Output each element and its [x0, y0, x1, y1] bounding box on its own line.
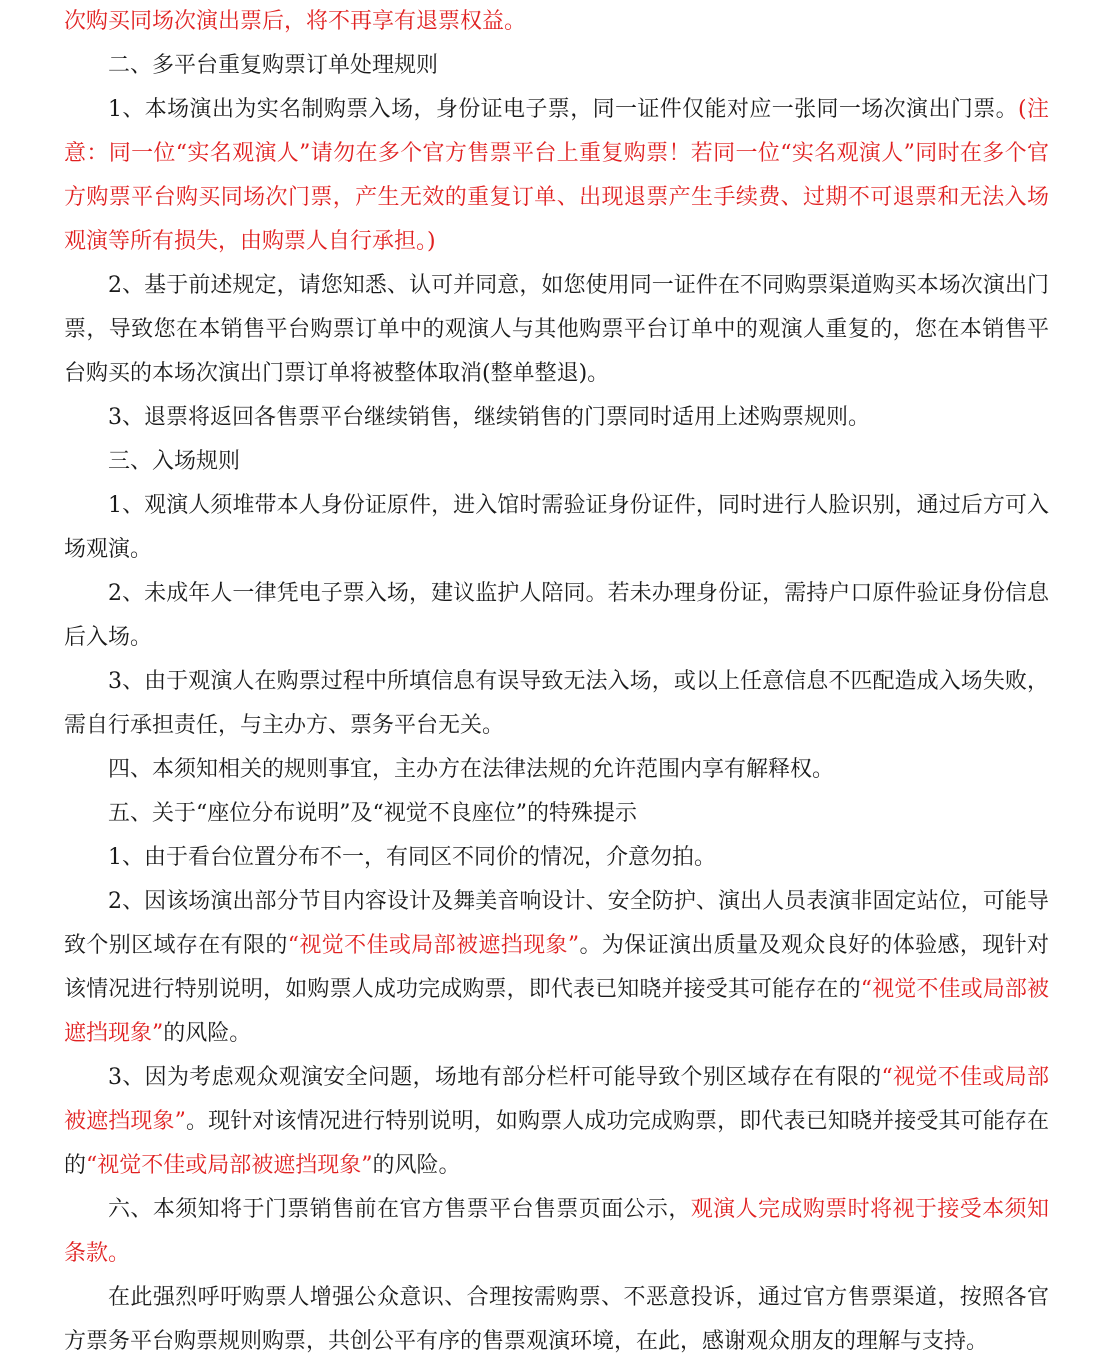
text-run: 在此强烈呼吁购票人增强公众意识、合理按需购票、不恶意投诉，通过官方售票渠道，按照各官方票务平台购票规则购票，共创公平有序的售票观演环境，在此，感谢观众朋友的理解与支持。 — [64, 1285, 1049, 1354]
text-run: 2、基于前述规定，请您知悉、认可并同意，如您使用同一证件在不同购票渠道购买本场次演出门票，导致您在本销售平台购票订单中的观演人与其他购票平台订单中的观演人重复的，您在本销售平台购买的本场次演出门票订单将被整体取消(整单整退)。 — [64, 273, 1049, 386]
text-run: 。为保证演出质量及观众良好的体验感，现针对该情况进行特别说明，如购票人成功完成购票，即代表已知晓并接受其可能存在的 — [64, 933, 1049, 1002]
red-text-run: “视觉不佳或局部被遮挡现象” — [86, 1153, 373, 1178]
text-run: 2、未成年人一律凭电子票入场，建议监护人陪同。若未办理身份证，需持户口原件验证身份信息后入场。 — [64, 581, 1049, 650]
paragraph-railing-obstruction — [64, 1056, 1049, 1188]
paragraph-id-verification — [64, 484, 1049, 572]
text-run: 1、本场演出为实名制购票入场，身份证电子票，同一证件仅能对应一张同一场次演出门票。 — [108, 97, 1019, 122]
text-run: 的风险。 — [372, 1153, 461, 1178]
text-run: 五、关于“座位分布说明”及“视觉不良座位”的特殊提示 — [108, 801, 637, 826]
section-heading-seating-notice — [64, 792, 1049, 836]
text-run: 三、入场规则 — [108, 449, 241, 474]
text-run: 3、由于观演人在购票过程中所填信息有误导致无法入场，或以上任意信息不匹配造成入场失败，需自行承担责任，与主办方、票务平台无关。 — [64, 669, 1049, 738]
text-run: 1、观演人须堆带本人身份证原件，进入馆时需验证身份证件，同时进行人脸识别，通过后方可入场观演。 — [64, 493, 1049, 562]
paragraph-duplicate-cancellation — [64, 264, 1049, 396]
red-text-run: “视觉不佳或局部被遮挡现象” — [64, 977, 1049, 1046]
paragraph-price-zones — [64, 836, 1049, 880]
red-text-run: “视觉不佳或局部被遮挡现象” — [64, 1065, 1050, 1134]
paragraph-refund-rights-tail — [64, 0, 1049, 44]
red-text-run: (注意：同一位“实名观演人”请勿在多个官方售票平台上重复购票！若同一位“实名观演人”同时在多个官方购票平台购买同场次门票，产生无效的重复订单、出现退票产生手续费、过期不可退票和无法入场观演等所有损失，由购票人自行承担。) — [64, 97, 1049, 254]
paragraph-minors-entry — [64, 572, 1049, 660]
red-text-run: “视觉不佳或局部被遮挡现象” — [287, 933, 580, 958]
text-run: 二、多平台重复购票订单处理规则 — [108, 53, 439, 78]
red-text-run: 次购买同场次演出票后，将不再享有退票权益。 — [64, 9, 527, 34]
paragraph-stage-obstruction — [64, 880, 1049, 1056]
section-heading-duplicate-orders — [64, 44, 1049, 88]
section-notice-publication — [64, 1188, 1049, 1276]
text-run: 3、因为考虑观众观演安全问题，场地有部分栏杆可能导致个别区域存在有限的 — [108, 1065, 882, 1090]
paragraph-info-error-liability — [64, 660, 1049, 748]
paragraph-real-name-rule — [64, 88, 1049, 264]
text-run: 2、因该场演出部分节目内容设计及舞美音响设计、安全防护、演出人员表演非固定站位，可能导致个别区域存在有限的 — [64, 889, 1049, 958]
notice-document — [64, 0, 1049, 1364]
paragraph-resale-rule — [64, 396, 1049, 440]
section-interpretation-rights — [64, 748, 1049, 792]
text-run: 1、由于看台位置分布不一，有同区不同价的情况，介意勿拍。 — [108, 845, 716, 870]
text-run: 四、本须知相关的规则事宜，主办方在法律法规的允许范围内享有解释权。 — [108, 757, 835, 782]
paragraph-closing-appeal — [64, 1276, 1049, 1364]
text-run: 。现针对该情况进行特别说明，如购票人成功完成购票，即代表已知晓并接受其可能存在的 — [64, 1109, 1049, 1178]
text-run: 3、退票将返回各售票平台继续销售，继续销售的门票同时适用上述购票规则。 — [108, 405, 870, 430]
text-run: 六、本须知将于门票销售前在官方售票平台售票页面公示， — [108, 1197, 691, 1222]
section-heading-entry-rules — [64, 440, 1049, 484]
red-text-run: 观演人完成购票时将视于接受本须知条款。 — [64, 1197, 1049, 1266]
text-run: 的风险。 — [163, 1021, 252, 1046]
